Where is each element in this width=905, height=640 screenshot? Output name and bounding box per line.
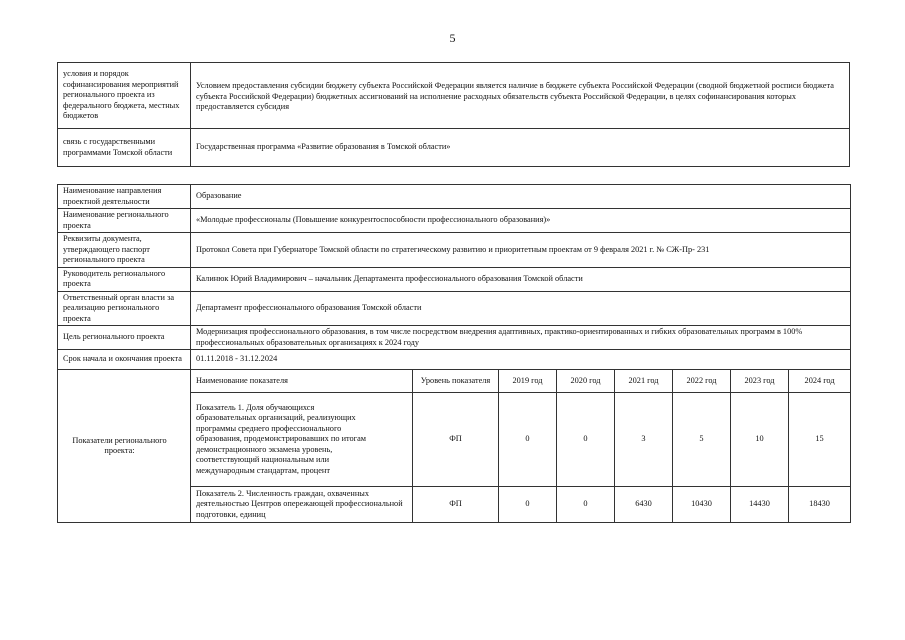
- column-header: 2022 год: [673, 370, 731, 393]
- row-value: Условием предоставления субсидии бюджету субъекта Российской Федерации является наличие в бюджете субъекта Российской Федерации (сводной бюджетной росписи бюджета субъекта Российской Федерации) бюджетных ассигнований на исполнение расходных обязательств субъекта Российской Федерации, в целях софинансирования которых предоставляется субсидия: [191, 63, 850, 129]
- row-label: Руководитель регионального проекта: [58, 267, 191, 291]
- table-row: [58, 291, 851, 326]
- row-value: Образование: [191, 185, 851, 209]
- row-value: «Молодые профессионалы (Повышение конкурентоспособности профессионального образования)»: [191, 209, 851, 233]
- indicator-value: 10: [731, 393, 789, 487]
- page-number: 5: [449, 31, 456, 45]
- table-row: [58, 267, 851, 291]
- row-label: Срок начала и окончания проекта: [58, 350, 191, 370]
- indicator-value: 15: [789, 393, 851, 487]
- indicator-value: 0: [557, 393, 615, 487]
- row-value: Протокол Совета при Губернаторе Томской области по стратегическому развитию и приоритетным проектам от 9 февраля 2021 г. № СЖ-Пр- 231: [191, 233, 851, 268]
- row-label: Реквизиты документа, утверждающего паспорт регионального проекта: [58, 233, 191, 268]
- row-value: Калинюк Юрий Владимирович – начальник Департамента профессионального образования Томской области: [191, 267, 851, 291]
- indicator-value: 18430: [789, 487, 851, 523]
- indicator-header-row: [58, 370, 851, 393]
- column-header: 2023 год: [731, 370, 789, 393]
- indicator-value: 0: [499, 393, 557, 487]
- row-label: Наименование регионального проекта: [58, 209, 191, 233]
- row-label: Наименование направления проектной деятельности: [58, 185, 191, 209]
- indicator-name: Показатель 1. Доля обучающихся образовательных организаций, реализующих программы среднего профессионального образования, продемонстрировавших по итогам демонстрационного экзамена уровень, соответствующий национальным или международным стандартам, процент: [191, 393, 413, 487]
- column-header: Наименование показателя: [191, 370, 413, 393]
- indicators-label: Показатели регионального проекта:: [58, 370, 191, 523]
- column-header: Уровень показателя: [413, 370, 499, 393]
- indicator-value: 0: [557, 487, 615, 523]
- indicator-value: 5: [673, 393, 731, 487]
- indicator-level: ФП: [413, 487, 499, 523]
- column-header: 2020 год: [557, 370, 615, 393]
- row-value: Модернизация профессионального образования, в том числе посредством внедрения адаптивных, практико-ориентированных и гибких образовательных программ в 100% профессиональных образовательных организациях к 2024 году: [191, 326, 851, 350]
- table-row: [58, 129, 850, 167]
- table-row: [58, 63, 850, 129]
- column-header: 2021 год: [615, 370, 673, 393]
- table-row: [58, 326, 851, 350]
- table-row: [58, 185, 851, 209]
- row-label: связь с государственными программами Томской области: [58, 129, 191, 167]
- indicator-name: Показатель 2. Численность граждан, охваченных деятельностью Центров опережающей профессиональной подготовки, единиц: [191, 487, 413, 523]
- row-label: Ответственный орган власти за реализацию регионального проекта: [58, 291, 191, 326]
- row-value: Департамент профессионального образования Томской области: [191, 291, 851, 326]
- indicator-value: 6430: [615, 487, 673, 523]
- indicator-level: ФП: [413, 393, 499, 487]
- column-header: 2019 год: [499, 370, 557, 393]
- table-row: [58, 233, 851, 268]
- project-passport-table: [57, 184, 851, 523]
- indicator-value: 3: [615, 393, 673, 487]
- row-value: Государственная программа «Развитие образования в Томской области»: [191, 129, 850, 167]
- row-value: 01.11.2018 - 31.12.2024: [191, 350, 851, 370]
- row-label: Цель регионального проекта: [58, 326, 191, 350]
- table-row: [58, 209, 851, 233]
- column-header: 2024 год: [789, 370, 851, 393]
- indicator-value: 0: [499, 487, 557, 523]
- table-row: [58, 350, 851, 370]
- indicator-value: 14430: [731, 487, 789, 523]
- indicator-value: 10430: [673, 487, 731, 523]
- row-label: условия и порядок софинансирования мероприятий регионального проекта из федерального бюджета, местных бюджетов: [58, 63, 191, 129]
- cofinancing-table: [57, 62, 850, 167]
